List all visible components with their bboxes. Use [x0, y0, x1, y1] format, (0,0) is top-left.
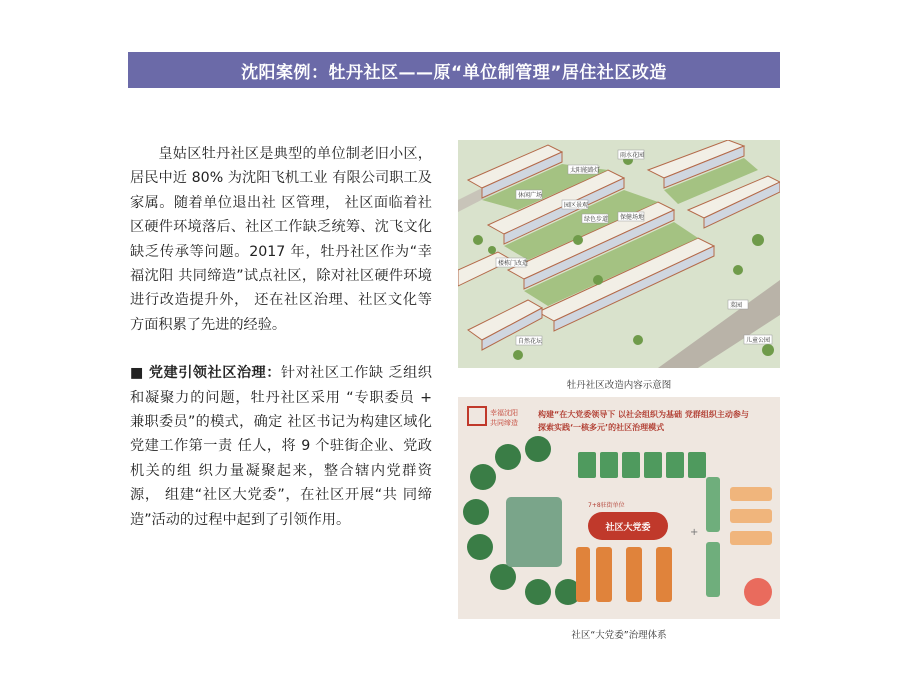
board-headline: 构建“在大党委领导下 以社会组织为基础 党群组织主动参与: [538, 410, 749, 419]
map-label: 园区景观: [564, 202, 589, 209]
board-center-label: 社区大党委: [605, 523, 651, 533]
figure1-caption: 牡丹社区改造内容示意图: [566, 380, 672, 391]
article-body: [130, 142, 432, 532]
page-title: [128, 52, 780, 88]
svg-text:共同缔造: 共同缔造: [490, 419, 518, 427]
community-renovation-map: [458, 140, 780, 368]
svg-text:探索实践‘一核多元’的社区治理模式: 探索实践‘一核多元’的社区治理模式: [538, 423, 665, 432]
map-label: 菜园: [730, 302, 743, 309]
aerial-illustration: [458, 140, 780, 368]
map-label: 雨水花园: [620, 152, 645, 159]
party-building-paragraph: [130, 361, 432, 532]
board-sub-label: 7+8驻街单位: [588, 502, 625, 509]
section-text: 针对社区工作缺 乏组织和凝聚力的问题，牡丹社区采用 “专职委员 + 兼职委员”的模式，确定 社区书记为构建区域化党建工作第一责 任人，将 9 个驻街企业、党政机关的组 织力量凝聚起来，整合辖内党群资源， 组建“社区大党委”，在社区开展“共 同缔造”活动的过程中起到了引领作用。: [130, 365, 432, 528]
intro-paragraph: 皇姑区牡丹社区是典型的单位制老旧小区，居民中近 80% 为沈阳飞机工业 有限公司职工及家属。随着单位退出社 区管理， 社区面临着社区硬件环境落后、社区工作缺乏统筹、沈飞文化缺乏传承等问题。2017 年，牡丹社区作为“幸福沈阳 共同缔造”试点社区，除对社区硬件环境进行改造提升外， 还在社区治理、社区文化等方面积累了先进的经验。: [130, 146, 432, 333]
map-label: 休闲广场: [518, 192, 543, 199]
section-heading: 党建引领社区治理：: [148, 365, 281, 382]
bullet-marker: ■: [130, 365, 144, 382]
board-logo-text: 幸福沈阳: [490, 409, 518, 417]
party-committee-board: [458, 397, 780, 619]
governance-diagram: [458, 397, 780, 619]
svg-text:+: +: [690, 527, 699, 538]
figure2-caption: 社区“大党委”治理体系: [571, 630, 667, 641]
map-label: 绿色步道: [584, 216, 609, 223]
page-title-text: 沈阳案例：牡丹社区——原“单位制管理”居住社区改造: [241, 62, 667, 83]
map-label: 自然花坛: [518, 338, 543, 345]
map-label: 楼栋门改造: [498, 260, 529, 267]
map-label: 保健场地: [620, 214, 645, 221]
map-label: 儿童公园: [746, 337, 771, 344]
map-label: 太阳能路灯: [570, 167, 601, 174]
